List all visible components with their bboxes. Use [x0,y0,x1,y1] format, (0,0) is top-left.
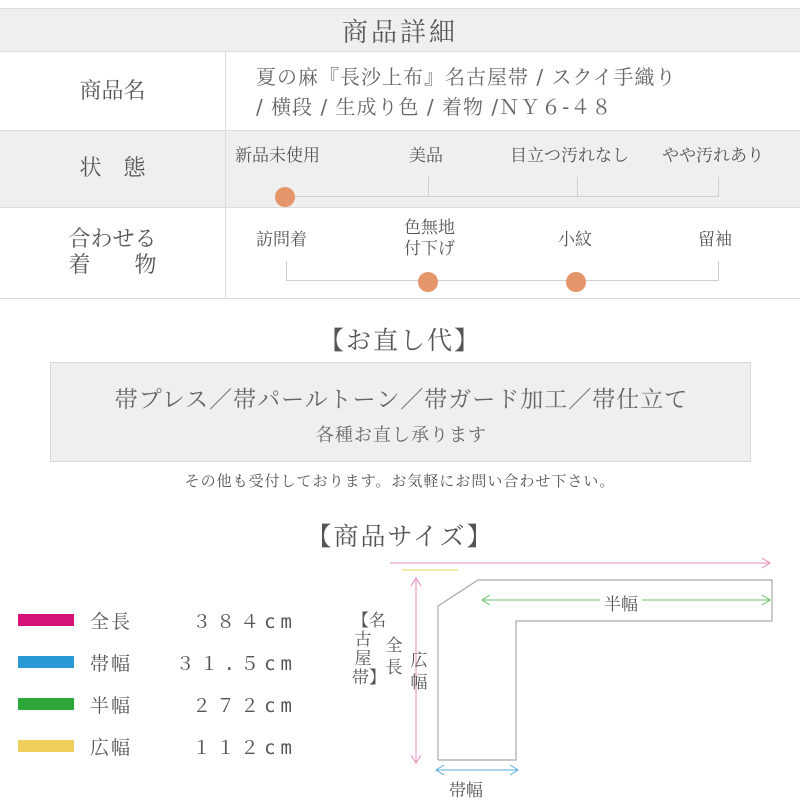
condition-scale-tick [428,177,429,197]
half-width-color-swatch [18,698,74,710]
product-name-label: 商品名 [79,78,146,104]
match-scale-line [286,280,719,281]
product-name-line: 夏の麻『長沙上布』名古屋帯 / スクイ手織り [256,65,677,89]
match-kimono-label [0,208,225,298]
condition-option: やや汚れあり [662,146,764,166]
repair-subtext: 各種お直し承ります [316,425,487,446]
inquiry-note: その他も受付しております。お気軽にお問い合わせ下さい。 [184,472,616,490]
legend-label: 半幅 [90,695,133,717]
legend-value: ３１.５cm [175,653,297,675]
condition-selected-dot [275,187,295,207]
half-width-label: 半幅 [600,590,642,615]
wide-width-label: 広幅 [410,651,428,693]
total-length-color-swatch [18,614,74,626]
details-title-bar [0,8,800,52]
match-selected-dot [566,272,586,292]
legend-label: 全長 [90,611,133,633]
match-option: 訪問着 [256,230,307,250]
condition-option: 目立つ汚れなし [510,146,629,166]
condition-scale-line [285,196,719,197]
repair-services-text: 帯プレス／帯パールトーン／帯ガード加工／帯仕立て [114,387,689,413]
page-title: 商品詳細 [341,17,458,48]
match-kimono-label-line: 合わせる [68,227,157,252]
repair-section-title: 【お直し代】 [318,326,481,355]
legend-value: １１２cm [192,737,297,759]
obi-width-color-swatch [18,656,74,668]
legend-value: ３８４cm [192,611,297,633]
total-length-label: 全長 [385,636,403,678]
condition-label: 状 態 [0,131,225,207]
legend-value: ２７２cm [192,695,297,717]
match-selected-dot [418,272,438,292]
match-scale-tick [718,261,719,281]
obi-type-label: 【名古屋帯】 [352,611,386,688]
condition-option: 美品 [409,146,443,166]
condition-scale-tick [718,177,719,197]
legend-label: 帯幅 [90,653,133,675]
product-name-line: / 横段 / 生成り色 / 着物 /ＮＹ６-４８ [256,95,613,119]
wide-width-color-swatch [18,740,74,752]
condition-option: 新品未使用 [235,146,320,166]
match-option-line: 色無地 [404,218,455,238]
match-option [404,218,455,260]
product-name-value [256,62,796,122]
match-option-line: 付下げ [404,239,455,259]
legend-label: 広幅 [90,737,133,759]
obi-width-label: 帯幅 [449,781,483,800]
match-scale-tick [286,261,287,281]
repair-info-box [50,362,751,462]
condition-scale-tick [577,177,578,197]
table-divider [0,298,800,299]
match-kimono-label-line: 着 物 [68,253,157,278]
size-section-title: 【商品サイズ】 [306,522,494,551]
match-option: 小紋 [558,230,592,250]
match-option: 留袖 [698,230,732,250]
